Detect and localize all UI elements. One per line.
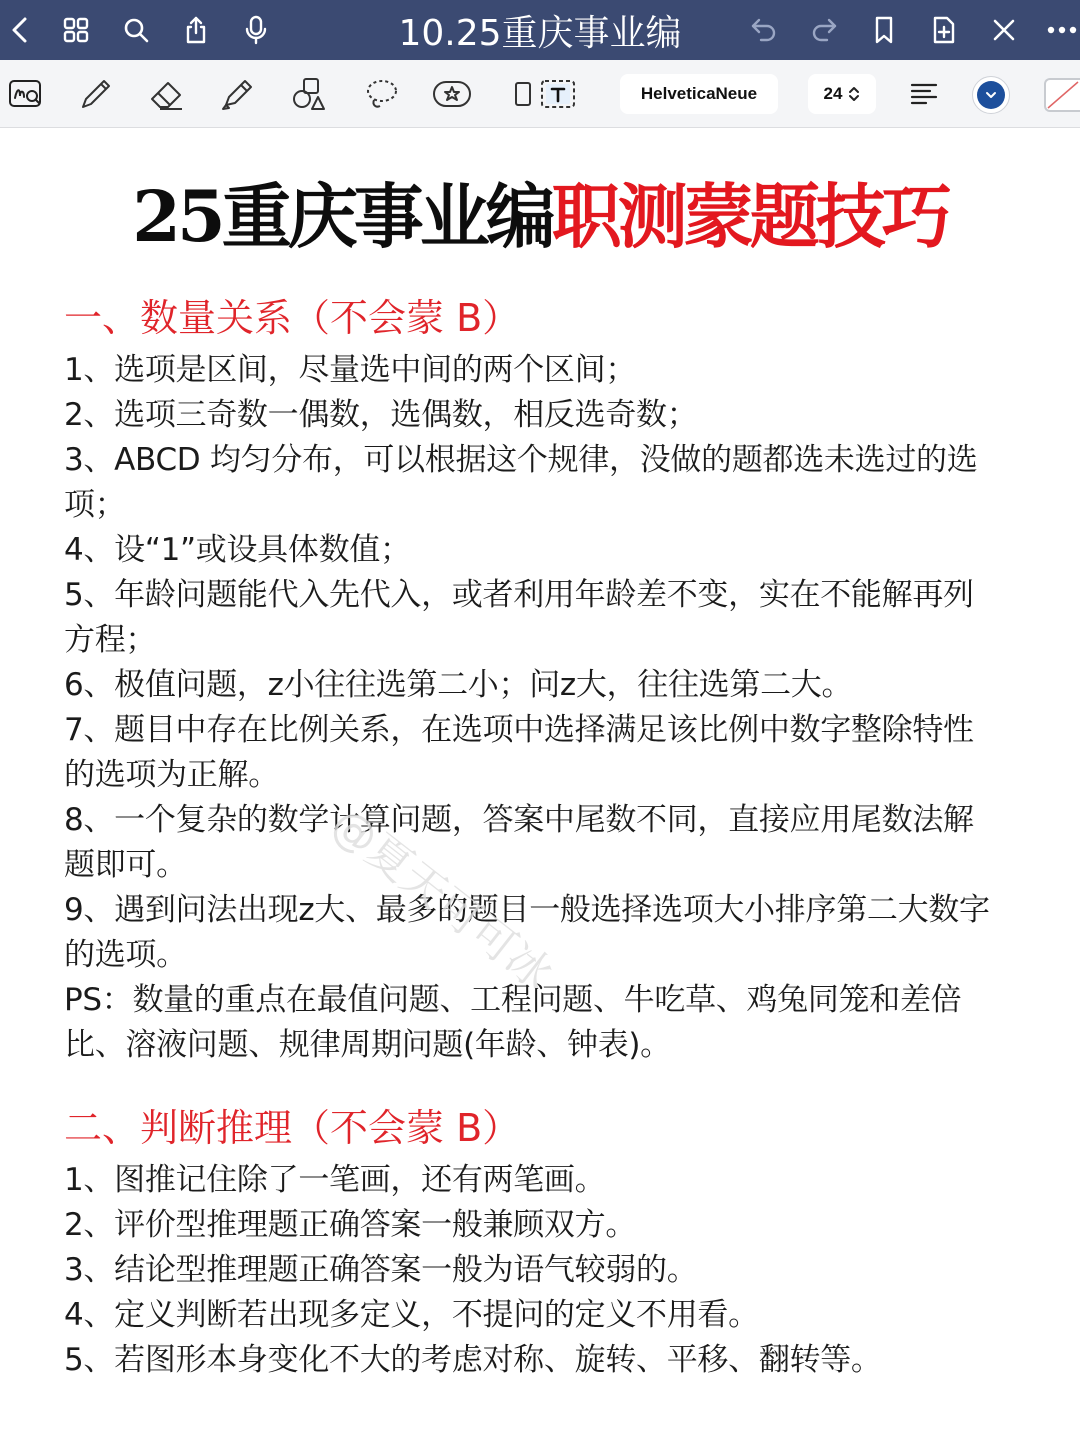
selected-color-swatch: [977, 81, 1005, 109]
top-navigation-bar: [0, 0, 1080, 60]
text-line: 5、年龄问题能代入先代入，或者利用年龄差不变，实在不能解再列: [64, 577, 974, 613]
font-family-selector[interactable]: [620, 74, 778, 114]
text-line: 5、若图形本身变化不大的考虑对称、旋转、平移、翻转等。: [64, 1342, 882, 1378]
section1-title: 一、数量关系（不会蒙 B）: [64, 296, 521, 340]
text-line: 9、遇到问法出现z大、最多的题目一般选择选项大小排序第二大数字: [64, 892, 990, 928]
redo-icon[interactable]: [804, 10, 844, 50]
text-line: 2、选项三奇数一偶数，选偶数，相反选奇数；: [64, 397, 698, 433]
microphone-icon[interactable]: [236, 10, 276, 50]
text-line: 项；: [64, 487, 126, 523]
text-line: 的选项为正解。: [64, 757, 279, 793]
document-title: 10.25重庆事业编: [398, 12, 682, 54]
chevron-down-icon: [985, 91, 997, 99]
shapes-icon[interactable]: [288, 72, 332, 116]
text-line: 2、评价型推理题正确答案一般兼顾双方。: [64, 1207, 637, 1243]
text-line: 的选项。: [64, 937, 187, 973]
watermark-text: @夏天可可冰: [321, 797, 562, 1001]
undo-icon[interactable]: [744, 10, 784, 50]
note-page: [0, 129, 1080, 1440]
page-headline: [20, 161, 1060, 261]
headline-red-text: 职测蒙题技巧: [551, 174, 948, 258]
back-icon[interactable]: [0, 10, 40, 50]
share-icon[interactable]: [176, 10, 216, 50]
text-line: 7、题目中存在比例关系，在选项中选择满足该比例中数字整除特性: [64, 712, 974, 748]
font-family-label: HelveticaNeue: [640, 84, 758, 103]
text-line: 3、ABCD 均匀分布，可以根据这个规律，没做的题都选未选过的选: [64, 442, 978, 478]
partial-tool-box[interactable]: [1044, 78, 1080, 112]
text-line: PS：数量的重点在最值问题、工程问题、牛吃草、鸡兔同笼和差倍: [64, 982, 962, 1018]
text-tool-icon[interactable]: [536, 72, 580, 116]
add-page-icon[interactable]: [924, 10, 964, 50]
editing-toolbar: [0, 60, 1080, 128]
text-line: 8、一个复杂的数学计算问题，答案中尾数不同，直接应用尾数法解: [64, 802, 974, 838]
grid-view-icon[interactable]: [56, 10, 96, 50]
font-size-label: 24: [823, 84, 843, 103]
text-line: 方程；: [64, 622, 157, 658]
handwriting-zoom-icon[interactable]: [4, 72, 48, 116]
text-line: 1、图推记住除了一笔画，还有两笔画。: [64, 1162, 606, 1198]
sticker-icon[interactable]: [430, 72, 474, 116]
section2-body: [64, 1158, 1034, 1383]
text-line: 3、结论型推理题正确答案一般为语气较弱的。: [64, 1252, 698, 1288]
lasso-icon[interactable]: [360, 72, 404, 116]
text-line: 题即可。: [64, 847, 187, 883]
bookmark-icon[interactable]: [864, 10, 904, 50]
search-icon[interactable]: [116, 10, 156, 50]
headline-black-text: 25重庆事业编: [132, 174, 552, 258]
color-picker-button[interactable]: [972, 76, 1010, 114]
font-size-selector[interactable]: [808, 74, 876, 114]
text-line: 6、极值问题，z小往往选第二小；问z大，往往选第二大。: [64, 667, 853, 703]
highlighter-icon[interactable]: [216, 72, 260, 116]
close-icon[interactable]: [984, 10, 1024, 50]
text-line: 4、设“1”或设具体数值；: [64, 532, 411, 568]
section2-title: 二、判断推理（不会蒙 B）: [64, 1106, 521, 1150]
text-line: 4、定义判断若出现多定义，不提问的定义不用看。: [64, 1297, 759, 1333]
stepper-chevron-icon: [848, 85, 860, 103]
more-options-icon[interactable]: [1042, 10, 1080, 50]
text-line: 比、溶液问题、规律周期问题(年龄、钟表)。: [64, 1027, 671, 1063]
pen-icon[interactable]: [74, 72, 118, 116]
text-line: 1、选项是区间，尽量选中间的两个区间；: [64, 352, 637, 388]
align-left-icon[interactable]: [902, 72, 946, 116]
eraser-icon[interactable]: [144, 72, 188, 116]
